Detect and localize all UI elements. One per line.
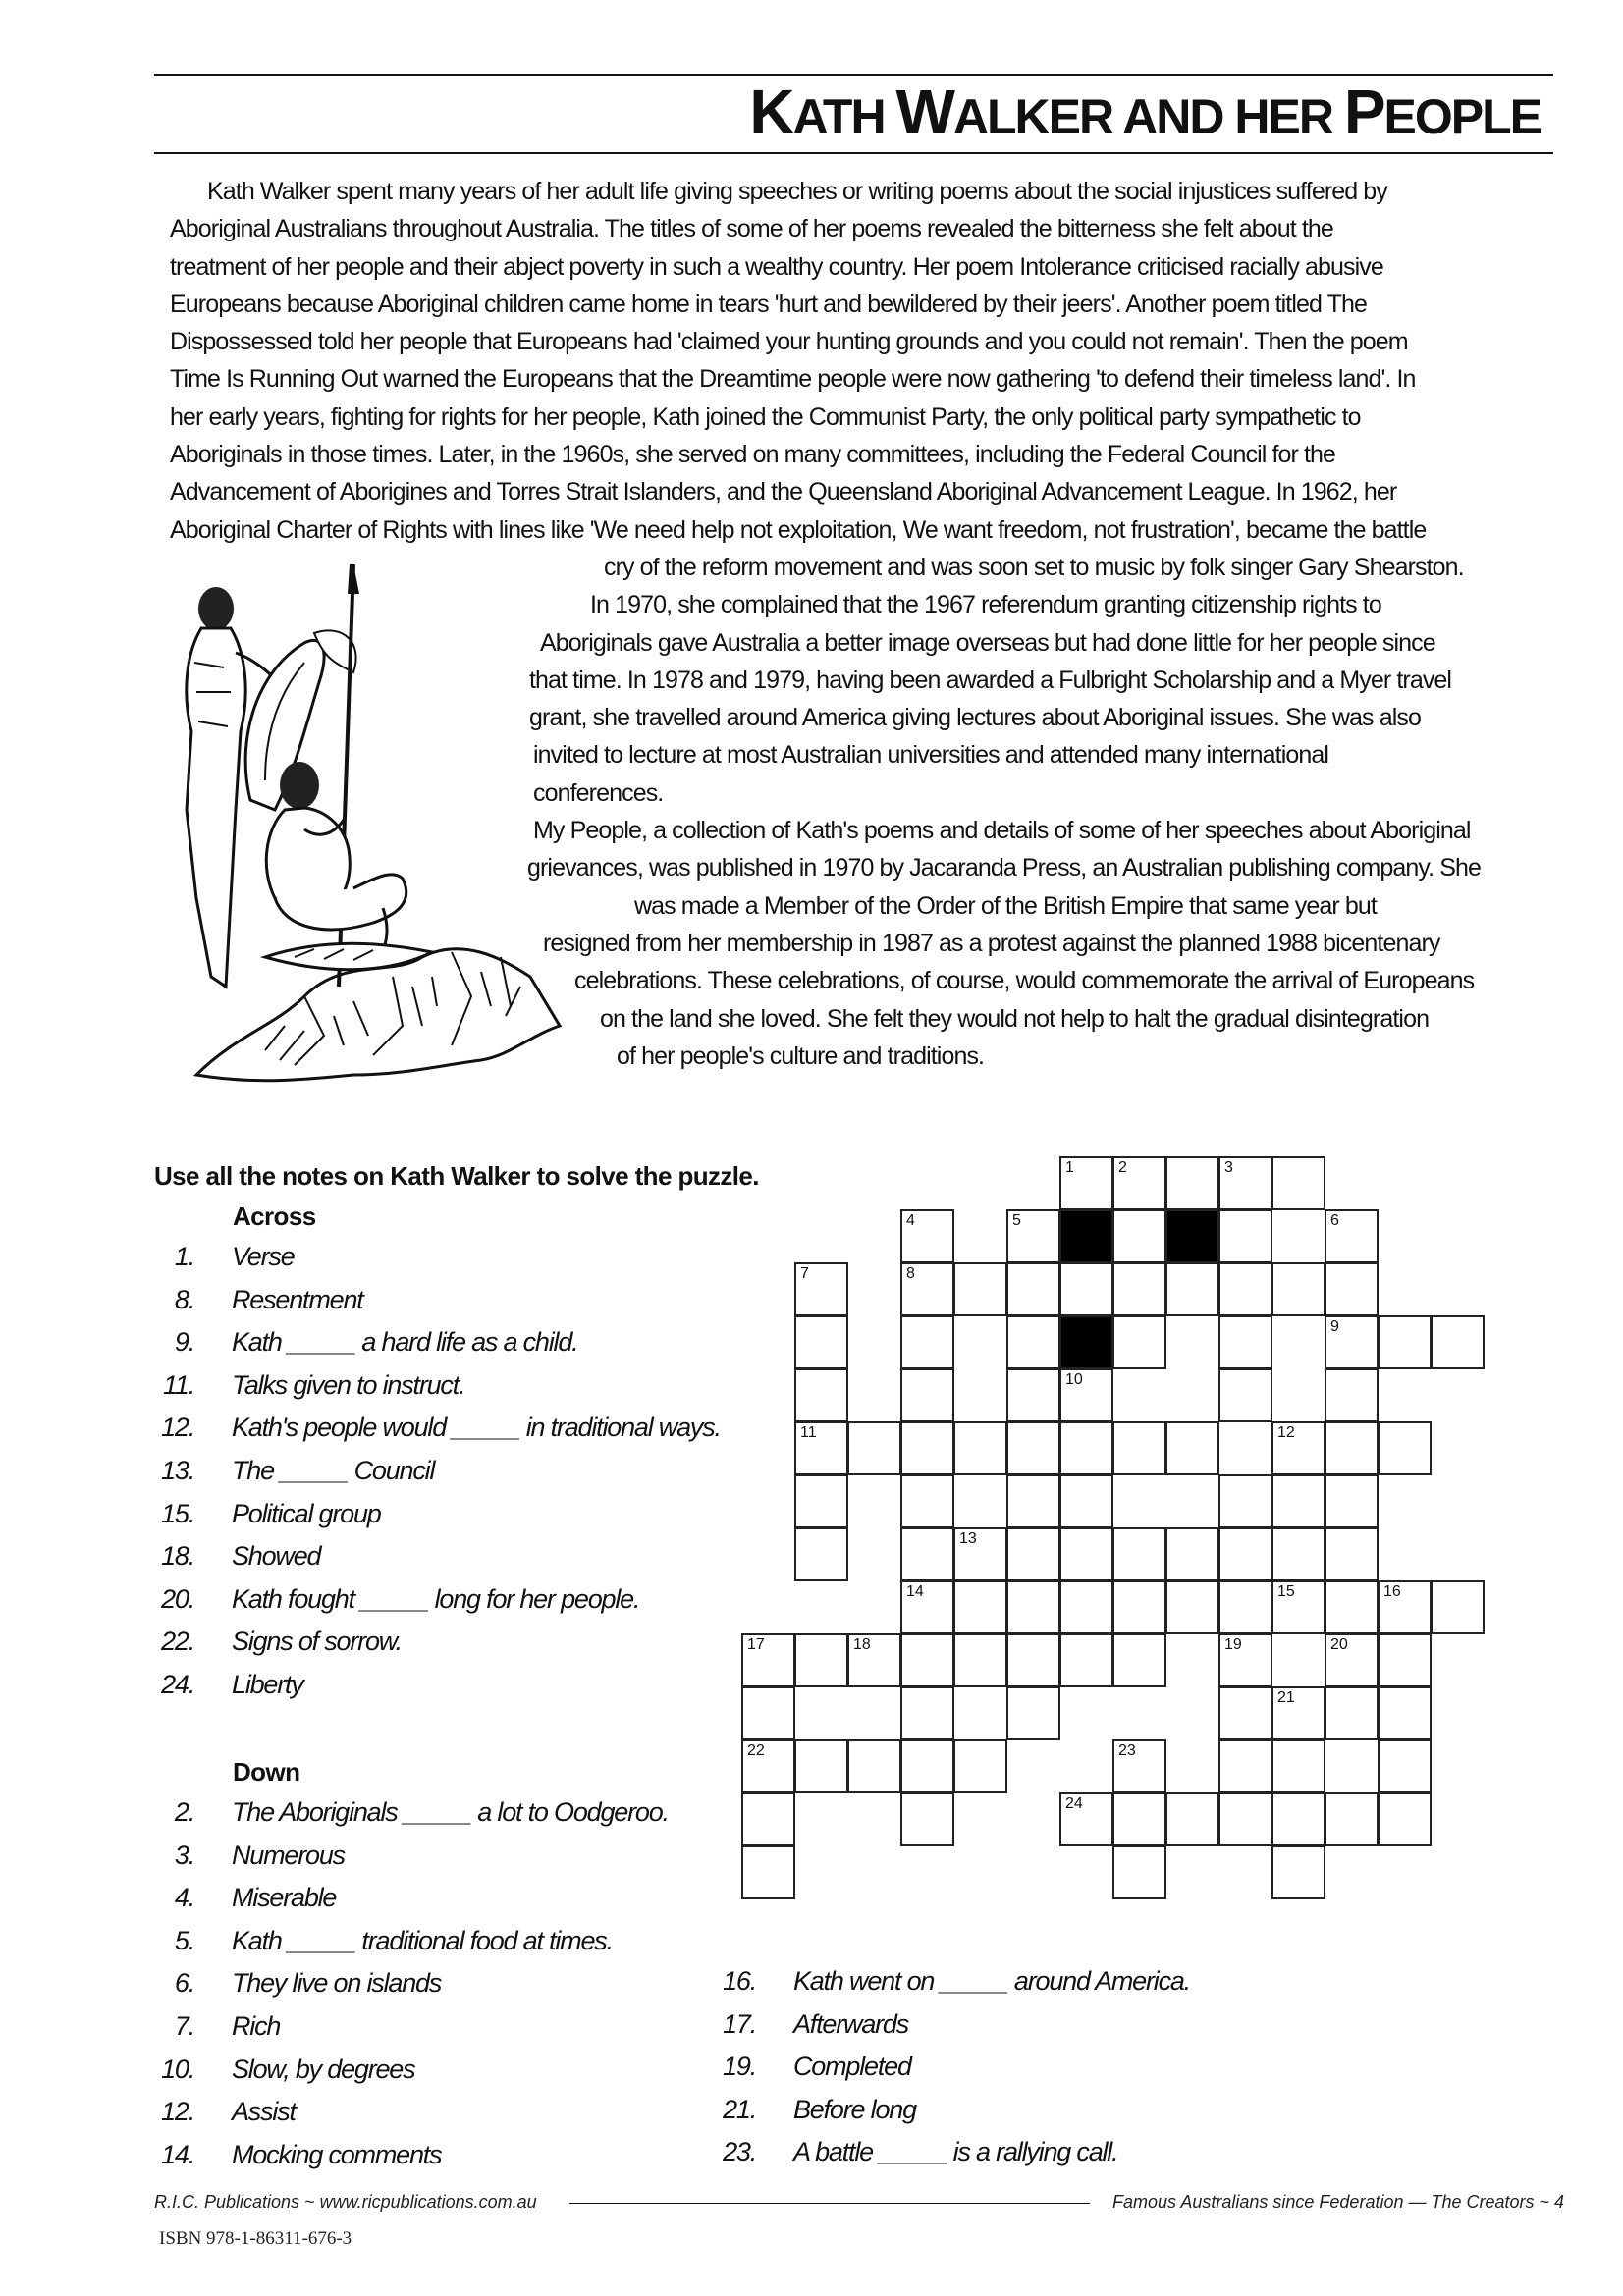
cell-number: 7 bbox=[800, 1265, 809, 1282]
grid-cell[interactable] bbox=[1271, 1580, 1325, 1634]
clue-text: Showed bbox=[232, 1541, 321, 1572]
clue-text: Before long bbox=[793, 2094, 916, 2124]
grid-cell[interactable] bbox=[1325, 1686, 1379, 1740]
cell-number: 3 bbox=[1224, 1159, 1233, 1176]
grid-cell[interactable] bbox=[1431, 1580, 1485, 1634]
grid-cell[interactable] bbox=[1271, 1527, 1325, 1581]
black-square bbox=[1165, 1209, 1219, 1263]
grid-cell[interactable] bbox=[1218, 1368, 1272, 1422]
clue-number: 18. bbox=[161, 1541, 194, 1572]
cell-number: 24 bbox=[1065, 1795, 1083, 1812]
body-line: Aboriginals gave Australia a better image overseas but had done little for her people since bbox=[540, 628, 1435, 657]
grid-cell[interactable] bbox=[1006, 1686, 1060, 1740]
grid-cell[interactable] bbox=[1006, 1633, 1060, 1687]
clue-number: 2. bbox=[174, 1797, 194, 1827]
grid-cell[interactable] bbox=[900, 1792, 954, 1846]
grid-cell[interactable] bbox=[741, 1633, 795, 1687]
grid-cell[interactable] bbox=[900, 1739, 954, 1793]
grid-cell[interactable] bbox=[847, 1633, 901, 1687]
grid-cell[interactable] bbox=[1218, 1156, 1272, 1210]
cell-number: 18 bbox=[853, 1636, 871, 1653]
clue-text: Resentment bbox=[232, 1284, 363, 1314]
body-line: on the land she loved. She felt they would not help to halt the gradual disintegration bbox=[600, 1004, 1430, 1033]
cell-number: 2 bbox=[1118, 1159, 1127, 1176]
grid-cell[interactable] bbox=[1218, 1580, 1272, 1634]
cell-number: 5 bbox=[1012, 1212, 1021, 1229]
grid-cell[interactable] bbox=[794, 1315, 848, 1369]
black-square bbox=[1059, 1209, 1113, 1263]
grid-cell[interactable] bbox=[1325, 1209, 1379, 1263]
clue-text: Signs of sorrow. bbox=[232, 1627, 402, 1657]
grid-cell[interactable] bbox=[794, 1739, 848, 1793]
grid-cell[interactable] bbox=[900, 1368, 954, 1422]
top-rule bbox=[154, 74, 1553, 76]
grid-cell[interactable] bbox=[900, 1686, 954, 1740]
grid-cell[interactable] bbox=[1112, 1156, 1166, 1210]
cell-number: 4 bbox=[906, 1212, 915, 1229]
grid-cell[interactable] bbox=[1325, 1368, 1379, 1422]
cell-number: 20 bbox=[1330, 1636, 1348, 1653]
title-rule bbox=[154, 152, 1553, 154]
grid-cell[interactable] bbox=[1006, 1474, 1060, 1528]
body-line: of her people's culture and traditions. bbox=[617, 1041, 985, 1070]
grid-cell[interactable] bbox=[1112, 1315, 1166, 1369]
grid-cell[interactable] bbox=[953, 1633, 1007, 1687]
grid-cell[interactable] bbox=[1112, 1845, 1166, 1899]
grid-cell[interactable] bbox=[1165, 1527, 1219, 1581]
body-line: My People, a collection of Kath's poems and details of some of her speeches about Aboriginal bbox=[533, 817, 1471, 845]
grid-cell[interactable] bbox=[900, 1262, 954, 1316]
clue-number: 4. bbox=[174, 1883, 194, 1913]
clue-text: Kath's people would _____ in traditional ways. bbox=[232, 1413, 721, 1443]
body-line: that time. In 1978 and 1979, having been awarded a Fulbright Scholarship and a Myer travel bbox=[529, 666, 1452, 694]
cell-number: 13 bbox=[959, 1530, 977, 1547]
grid-cell[interactable] bbox=[794, 1527, 848, 1581]
clue-text: Kath _____ a hard life as a child. bbox=[232, 1327, 578, 1358]
clue-text: Afterwards bbox=[793, 2008, 909, 2039]
clue-text: Kath fought _____ long for her people. bbox=[232, 1583, 640, 1614]
intro-line: her early years, fighting for rights for her people, Kath joined the Communist Party, the only political party sympathetic to bbox=[170, 402, 1361, 431]
grid-cell[interactable] bbox=[1378, 1792, 1432, 1846]
cell-number: 22 bbox=[747, 1742, 765, 1759]
grid-cell[interactable] bbox=[1325, 1421, 1379, 1475]
grid-cell[interactable] bbox=[1165, 1792, 1219, 1846]
grid-cell[interactable] bbox=[1218, 1686, 1272, 1740]
grid-cell[interactable] bbox=[900, 1421, 954, 1475]
clue-text: The Aboriginals _____ a lot to Oodgeroo. bbox=[232, 1797, 669, 1827]
intro-line: Kath Walker spent many years of her adult life giving speeches or writing poems about the social injustices suffered by bbox=[207, 178, 1387, 205]
grid-cell[interactable] bbox=[1165, 1156, 1219, 1210]
grid-cell[interactable] bbox=[1271, 1421, 1325, 1475]
grid-cell[interactable] bbox=[1431, 1315, 1485, 1369]
grid-cell[interactable] bbox=[794, 1421, 848, 1475]
intro-line: Aboriginals in those times. Later, in the 1960s, she served on many committees, including the Federal Council for the bbox=[170, 441, 1336, 469]
clue-number: 11. bbox=[163, 1369, 194, 1400]
cell-number: 21 bbox=[1277, 1689, 1295, 1706]
clue-number: 12. bbox=[161, 2097, 194, 2127]
clue-number: 9. bbox=[174, 1327, 194, 1358]
clue-text: Verse bbox=[232, 1242, 295, 1271]
crossword-grid[interactable] bbox=[741, 1156, 1497, 1912]
grid-cell[interactable] bbox=[1218, 1527, 1272, 1581]
footer-rule bbox=[569, 2203, 1090, 2204]
clue-number: 24. bbox=[161, 1670, 194, 1699]
grid-cell[interactable] bbox=[1059, 1633, 1113, 1687]
intro-line: treatment of her people and their abject poverty in such a wealthy country. Her poem Intolerance criticised racially abusive bbox=[170, 252, 1383, 281]
clue-text: They live on islands bbox=[232, 1968, 442, 1999]
grid-cell[interactable] bbox=[1271, 1845, 1325, 1899]
grid-cell[interactable] bbox=[1112, 1633, 1166, 1687]
clue-number: 16. bbox=[723, 1966, 756, 1996]
body-line: celebrations. These celebrations, of course, would commemorate the arrival of Europeans bbox=[574, 967, 1475, 995]
clue-number: 7. bbox=[174, 2011, 194, 2041]
grid-cell[interactable] bbox=[953, 1262, 1007, 1316]
clue-number: 5. bbox=[174, 1925, 194, 1955]
grid-cell[interactable] bbox=[1112, 1739, 1166, 1793]
page-title: KATH WALKER AND HER PEOPLE bbox=[749, 77, 1541, 147]
clue-text: Rich bbox=[232, 2011, 281, 2041]
grid-cell[interactable] bbox=[1006, 1209, 1060, 1263]
grid-cell[interactable] bbox=[953, 1580, 1007, 1634]
wrapped-paragraph bbox=[170, 549, 1544, 1075]
grid-cell[interactable] bbox=[900, 1315, 954, 1369]
grid-cell[interactable] bbox=[1059, 1792, 1113, 1846]
grid-cell[interactable] bbox=[900, 1580, 954, 1634]
grid-cell[interactable] bbox=[1325, 1315, 1379, 1369]
clue-number: 10. bbox=[161, 2054, 194, 2084]
grid-cell[interactable] bbox=[953, 1527, 1007, 1581]
clue-number: 21. bbox=[723, 2094, 756, 2124]
clue-text: Numerous bbox=[232, 1840, 345, 1870]
clue-number: 20. bbox=[161, 1583, 194, 1614]
intro-line: Dispossessed told her people that Europeans had 'claimed your hunting grounds and you could not remain'. Then the poem bbox=[170, 328, 1408, 356]
cell-number: 12 bbox=[1277, 1424, 1295, 1441]
grid-cell[interactable] bbox=[1059, 1262, 1113, 1316]
clue-text: Assist bbox=[232, 2097, 296, 2127]
grid-cell[interactable] bbox=[741, 1686, 795, 1740]
cell-number: 1 bbox=[1065, 1159, 1074, 1176]
clue-number: 15. bbox=[161, 1498, 194, 1528]
body-line: resigned from her membership in 1987 as a protest against the planned 1988 bicentenary bbox=[543, 929, 1440, 957]
cell-number: 15 bbox=[1277, 1583, 1295, 1600]
clue-number: 1. bbox=[174, 1242, 194, 1271]
grid-cell[interactable] bbox=[1006, 1580, 1060, 1634]
grid-cell[interactable] bbox=[1112, 1262, 1166, 1316]
grid-cell[interactable] bbox=[847, 1739, 901, 1793]
body-line: was made a Member of the Order of the British Empire that same year but bbox=[634, 891, 1377, 920]
black-square bbox=[1059, 1315, 1113, 1369]
clue-text: Liberty bbox=[232, 1670, 303, 1699]
grid-cell[interactable] bbox=[1378, 1739, 1432, 1793]
grid-cell[interactable] bbox=[1218, 1474, 1272, 1528]
grid-cell[interactable] bbox=[1218, 1633, 1272, 1687]
intro-line: Aboriginal Australians throughout Australia. The titles of some of her poems revealed the bitterness she felt about the bbox=[170, 215, 1333, 243]
grid-cell[interactable] bbox=[1059, 1156, 1113, 1210]
grid-cell[interactable] bbox=[1378, 1315, 1432, 1369]
grid-cell[interactable] bbox=[1218, 1262, 1272, 1316]
grid-cell[interactable] bbox=[1325, 1474, 1379, 1528]
grid-cell[interactable] bbox=[1271, 1474, 1325, 1528]
body-line: grievances, was published in 1970 by Jacaranda Press, an Australian publishing company. She bbox=[527, 854, 1482, 882]
grid-cell[interactable] bbox=[1006, 1527, 1060, 1581]
grid-cell[interactable] bbox=[1059, 1527, 1113, 1581]
clue-text: A battle _____ is a rallying call. bbox=[793, 2137, 1118, 2167]
grid-cell[interactable] bbox=[1059, 1580, 1113, 1634]
grid-cell[interactable] bbox=[1165, 1262, 1219, 1316]
grid-cell[interactable] bbox=[1325, 1580, 1379, 1634]
cell-number: 9 bbox=[1330, 1318, 1339, 1335]
grid-cell[interactable] bbox=[953, 1421, 1007, 1475]
grid-cell[interactable] bbox=[1271, 1262, 1325, 1316]
clue-text: The _____ Council bbox=[232, 1456, 435, 1485]
cell-number: 17 bbox=[747, 1636, 765, 1653]
series-footer: Famous Australians since Federation — The Creators ~ 4 bbox=[1112, 2192, 1565, 2212]
cell-number: 6 bbox=[1330, 1212, 1339, 1229]
clue-text: Mocking comments bbox=[232, 2139, 442, 2169]
body-line: In 1970, she complained that the 1967 referendum granting citizenship rights to bbox=[590, 591, 1381, 619]
across-heading: Across bbox=[233, 1201, 316, 1231]
body-line: cry of the reform movement and was soon set to music by folk singer Gary Shearston. bbox=[604, 554, 1464, 581]
body-line: grant, she travelled around America giving lectures about Aboriginal issues. She was also bbox=[529, 704, 1421, 732]
grid-cell[interactable] bbox=[1006, 1262, 1060, 1316]
grid-cell[interactable] bbox=[1006, 1368, 1060, 1422]
puzzle-instruction: Use all the notes on Kath Walker to solve the puzzle. bbox=[154, 1161, 759, 1191]
grid-cell[interactable] bbox=[1218, 1792, 1272, 1846]
clue-text: Miserable bbox=[232, 1883, 337, 1913]
grid-cell[interactable] bbox=[1112, 1527, 1166, 1581]
grid-cell[interactable] bbox=[794, 1368, 848, 1422]
grid-cell[interactable] bbox=[1059, 1368, 1113, 1422]
grid-cell[interactable] bbox=[1006, 1421, 1060, 1475]
clue-text: Slow, by degrees bbox=[232, 2054, 415, 2084]
clue-text: Political group bbox=[232, 1498, 381, 1528]
cell-number: 8 bbox=[906, 1265, 915, 1282]
clue-number: 6. bbox=[174, 1968, 194, 1999]
cell-number: 10 bbox=[1065, 1371, 1083, 1388]
grid-cell[interactable] bbox=[1006, 1315, 1060, 1369]
cell-number: 19 bbox=[1224, 1636, 1242, 1653]
grid-cell[interactable] bbox=[1378, 1686, 1432, 1740]
isbn-footer: ISBN 978-1-86311-676-3 bbox=[159, 2228, 352, 2249]
grid-cell[interactable] bbox=[1271, 1792, 1325, 1846]
body-line: conferences. bbox=[533, 778, 664, 807]
grid-cell[interactable] bbox=[1271, 1739, 1325, 1793]
grid-cell[interactable] bbox=[741, 1845, 795, 1899]
grid-cell[interactable] bbox=[1165, 1580, 1219, 1634]
clue-number: 23. bbox=[723, 2137, 756, 2167]
clue-number: 8. bbox=[174, 1284, 194, 1314]
body-line: invited to lecture at most Australian universities and attended many international bbox=[533, 741, 1329, 770]
clue-number: 3. bbox=[174, 1840, 194, 1870]
grid-cell[interactable] bbox=[1218, 1315, 1272, 1369]
grid-cell[interactable] bbox=[1112, 1792, 1166, 1846]
grid-cell[interactable] bbox=[1325, 1633, 1379, 1687]
grid-cell[interactable] bbox=[900, 1633, 954, 1687]
grid-cell[interactable] bbox=[900, 1209, 954, 1263]
grid-cell[interactable] bbox=[847, 1421, 901, 1475]
clue-number: 22. bbox=[161, 1627, 194, 1657]
intro-paragraph bbox=[170, 173, 1544, 549]
grid-cell[interactable] bbox=[1378, 1421, 1432, 1475]
clue-text: Kath _____ traditional food at times. bbox=[232, 1925, 613, 1955]
down-heading: Down bbox=[233, 1757, 300, 1787]
cell-number: 23 bbox=[1118, 1742, 1136, 1759]
grid-cell[interactable] bbox=[1378, 1633, 1432, 1687]
grid-cell[interactable] bbox=[1112, 1580, 1166, 1634]
intro-line: Time Is Running Out warned the Europeans that the Dreamtime people were now gathering 'to defend their timeless land'. In bbox=[170, 365, 1416, 394]
grid-cell[interactable] bbox=[900, 1474, 954, 1528]
grid-cell[interactable] bbox=[794, 1262, 848, 1316]
grid-cell[interactable] bbox=[1325, 1792, 1379, 1846]
grid-cell[interactable] bbox=[1112, 1209, 1166, 1263]
grid-cell[interactable] bbox=[1218, 1739, 1272, 1793]
clue-number: 17. bbox=[723, 2008, 756, 2039]
clue-text: Completed bbox=[793, 2052, 911, 2082]
grid-cell[interactable] bbox=[953, 1739, 1007, 1793]
grid-cell[interactable] bbox=[1112, 1421, 1166, 1475]
grid-cell[interactable] bbox=[1059, 1474, 1113, 1528]
clue-text: Talks given to instruct. bbox=[232, 1369, 465, 1400]
grid-cell[interactable] bbox=[1271, 1156, 1325, 1210]
grid-cell[interactable] bbox=[794, 1474, 848, 1528]
grid-cell[interactable] bbox=[1165, 1421, 1219, 1475]
clue-number: 19. bbox=[723, 2052, 756, 2082]
clue-number: 12. bbox=[161, 1413, 194, 1443]
grid-cell[interactable] bbox=[741, 1792, 795, 1846]
publisher-footer: R.I.C. Publications ~ www.ricpublications.com.au bbox=[154, 2192, 537, 2212]
intro-line: Europeans because Aboriginal children came home in tears 'hurt and bewildered by their jeers'. Another poem titled The bbox=[170, 290, 1367, 318]
cell-number: 16 bbox=[1383, 1583, 1401, 1600]
grid-cell[interactable] bbox=[900, 1527, 954, 1581]
cell-number: 14 bbox=[906, 1583, 924, 1600]
intro-line: Aboriginal Charter of Rights with lines like 'We need help not exploitation, We want freedom, not frustration', became the battle bbox=[170, 515, 1427, 544]
grid-cell[interactable] bbox=[741, 1739, 795, 1793]
grid-cell[interactable] bbox=[794, 1633, 848, 1687]
clue-number: 14. bbox=[161, 2139, 194, 2169]
grid-cell[interactable] bbox=[1059, 1421, 1113, 1475]
clue-text: Kath went on _____ around America. bbox=[793, 1966, 1190, 1996]
grid-cell[interactable] bbox=[1325, 1262, 1379, 1316]
grid-cell[interactable] bbox=[1325, 1527, 1379, 1581]
cell-number: 11 bbox=[800, 1424, 817, 1441]
grid-cell[interactable] bbox=[1271, 1686, 1325, 1740]
clue-number: 13. bbox=[161, 1456, 194, 1485]
grid-cell[interactable] bbox=[1218, 1209, 1272, 1263]
intro-line: Advancement of Aborigines and Torres Strait Islanders, and the Queensland Aboriginal Advancement League. In 1962, her bbox=[170, 478, 1397, 507]
grid-cell[interactable] bbox=[1378, 1580, 1432, 1634]
